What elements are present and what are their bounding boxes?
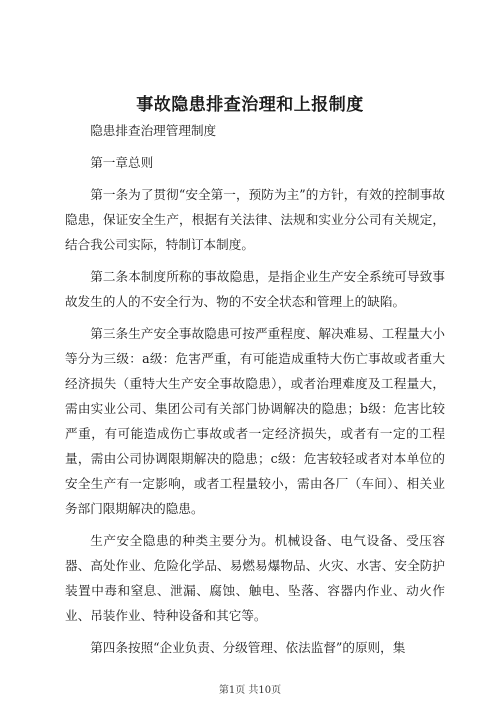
document-title: 事故隐患排查治理和上报制度: [136, 95, 364, 115]
paragraph-article-4: 第四条按照“企业负责、分级管理、依法监督”的原则，集: [90, 640, 406, 655]
section-subtitle: 隐患排查治理管理制度: [90, 123, 217, 138]
paragraph-article-1: 第一条为了贯彻“安全第一，预防为主”的方针，有效的控制事故隐患，保证安全生产，根据有关法律、法规和实业分公司有关规定，结合我公司实际，特制订本制度。: [65, 187, 445, 252]
paragraph-hazard-types: 生产安全隐患的种类主要分为。机械设备、电气设备、受压容器、高处作业、危险化学品、易燃易爆物品、火灾、水害、安全防护装置中毒和窒息、泄漏、腐蚀、触电、坠落、容器内作业、动火作业、吊装作业、特种设备和其它等。: [65, 533, 445, 623]
document-body: [65, 118, 445, 660]
paragraph-article-2: 第二条本制度所称的事故隐患，是指企业生产安全系统可导致事故发生的人的不安全行为、物的不安全状态和管理上的缺陷。: [65, 269, 445, 309]
paragraph-article-3: 第三条生产安全事故隐患可按严重程度、解决难易、工程量大小等分为三级：a级：危害严重，有可能造成重特大伤亡事故或者重大经济损失（重特大生产安全事故隐患），或者治理难度及工程量大，需由实业公司、集团公司有关部门协调解决的隐患；b级：危害比较严重，有可能造成伤亡事故或者一定经济损失，或者有一定的工程量，需由公司协调限期解决的隐患；c级：危害较轻或者对本单位的安全生产有一定影响，或者工程量较小，需由各厂（车间）、相关业务部门限期解决的隐患。: [65, 326, 445, 516]
chapter-heading: 第一章总则: [90, 155, 154, 170]
page-footer: 第1页 共10页: [218, 685, 282, 696]
